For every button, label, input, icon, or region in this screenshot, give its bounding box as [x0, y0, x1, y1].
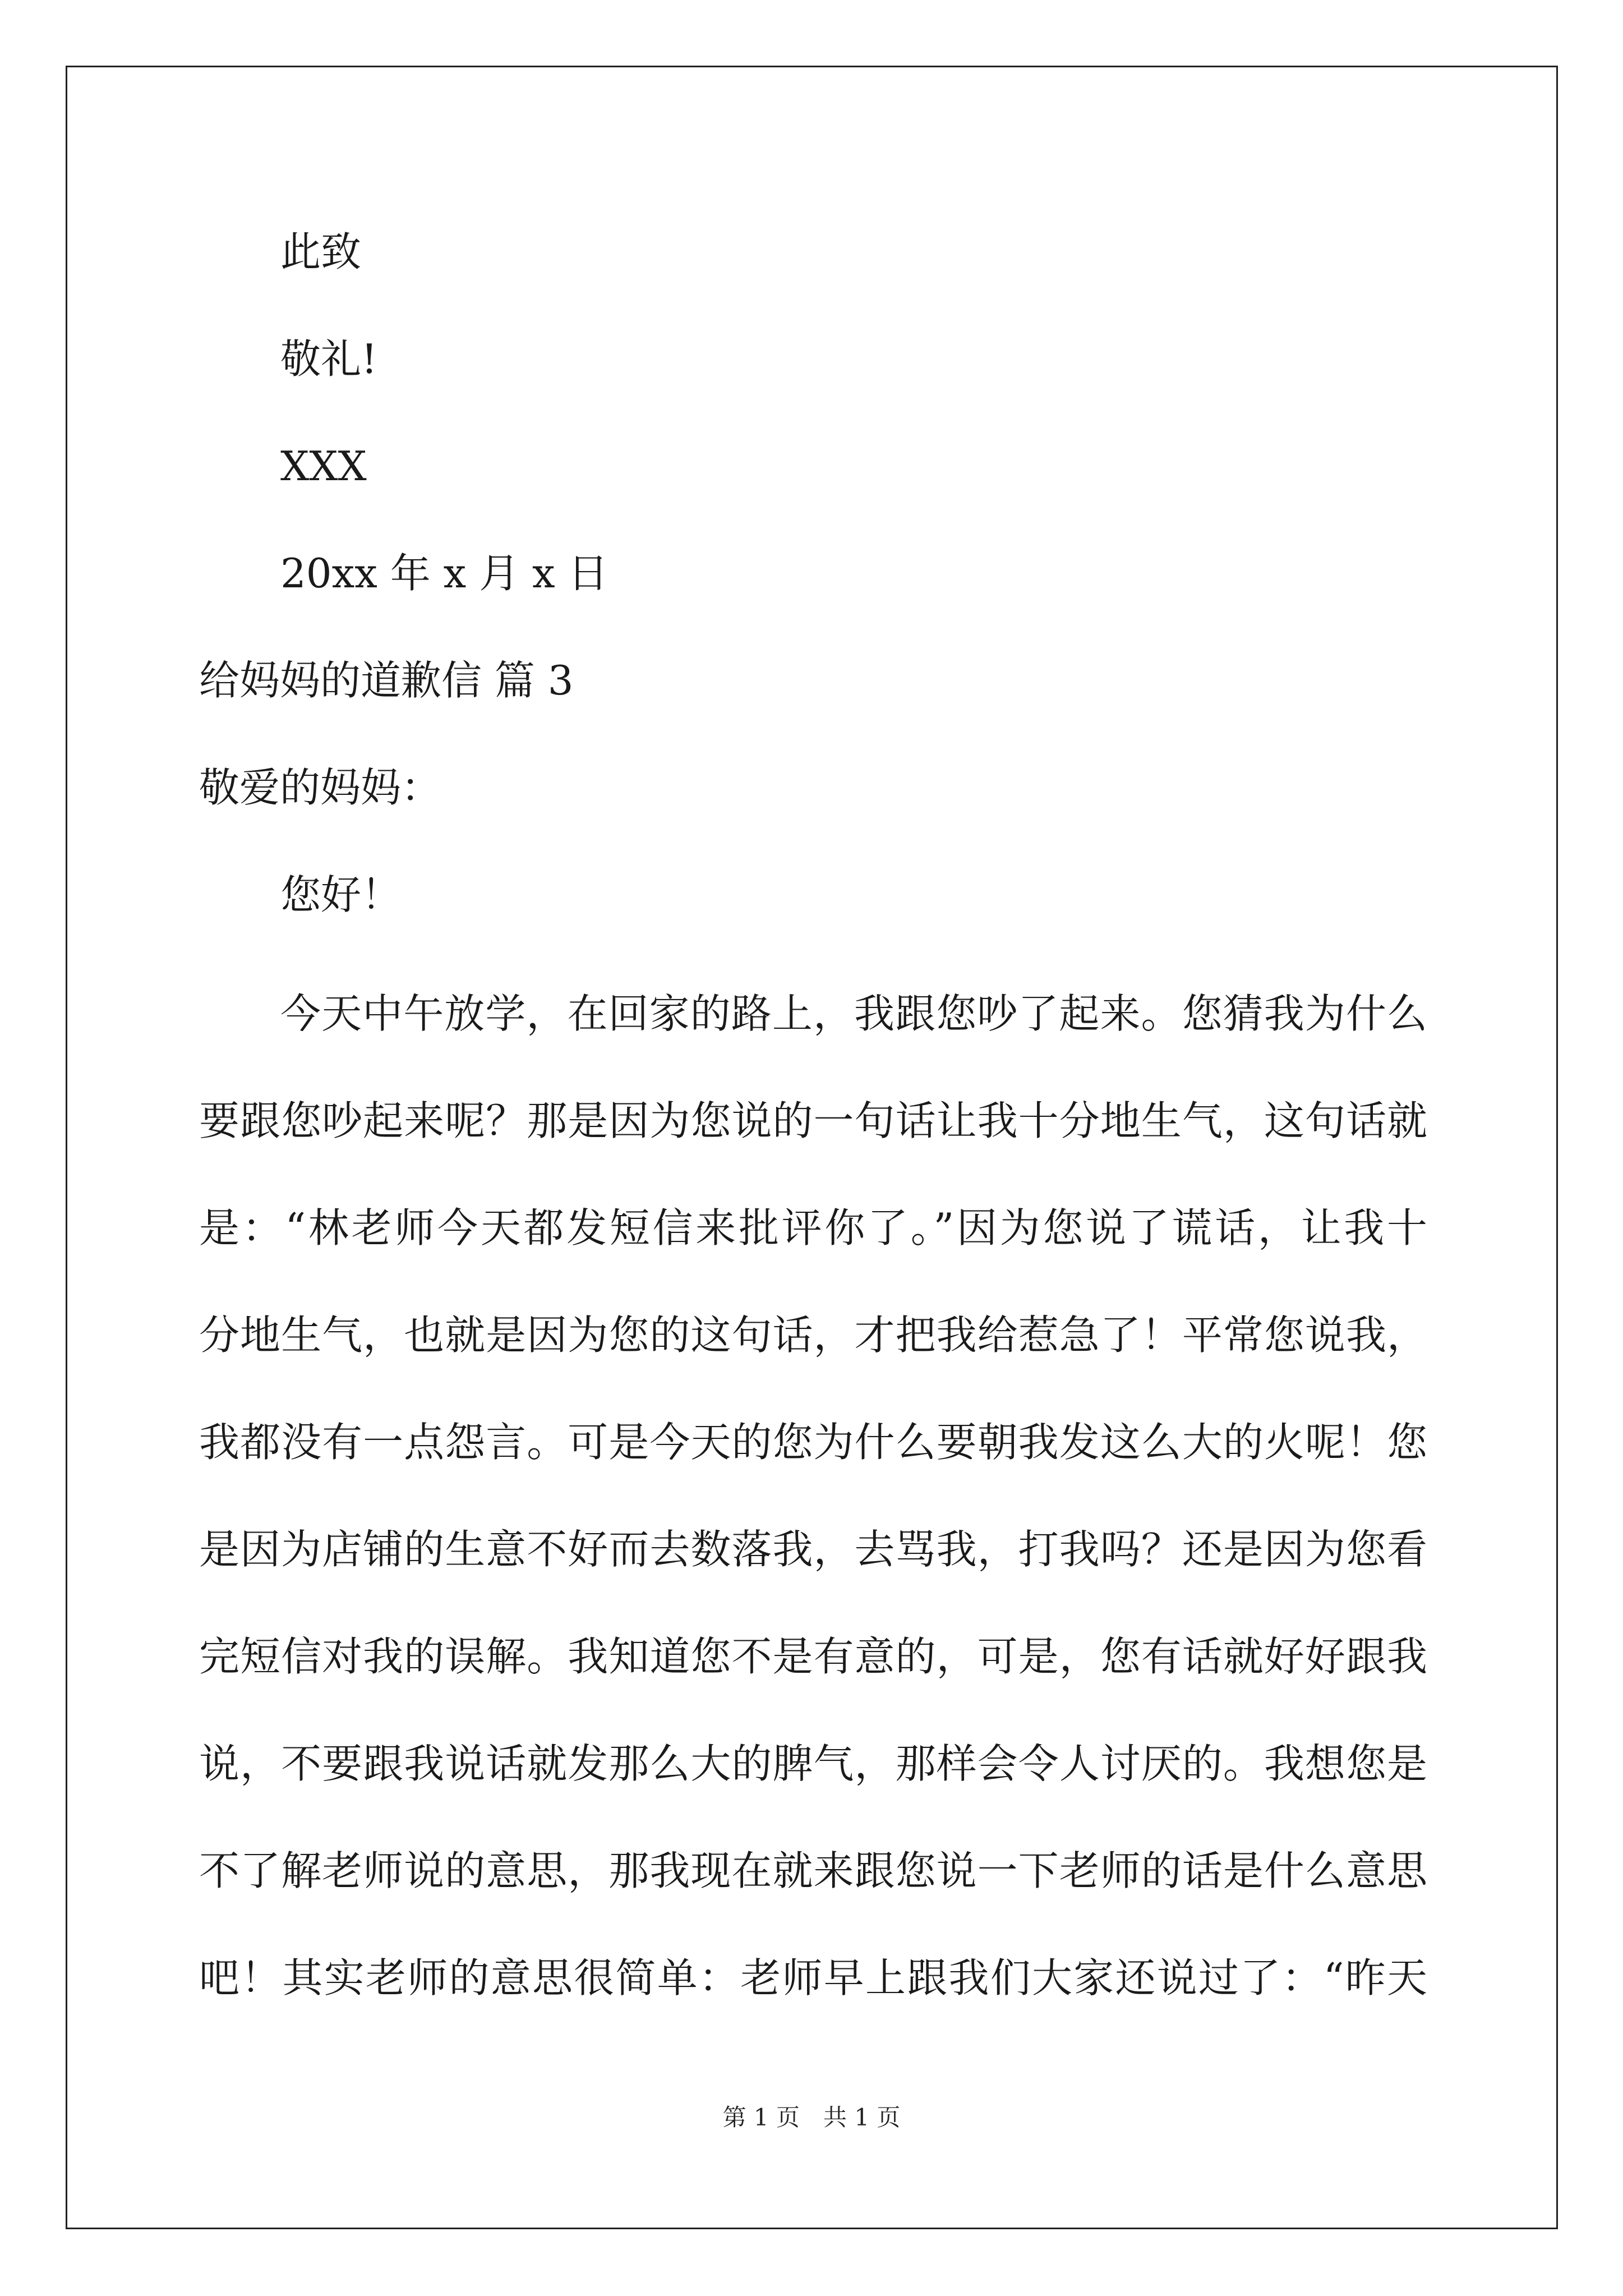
greeting-line: 您好！ — [280, 871, 402, 918]
paragraph-line: 我都没有一点怨言。可是今天的您为什么要朝我发这么大的火呢！您 — [199, 1419, 1427, 1466]
paragraph-line: 完短信对我的误解。我知道您不是有意的，可是，您有话就好好跟我 — [199, 1633, 1427, 1680]
letter-date: 20xx 年 x 月 x 日 — [280, 550, 608, 597]
signature: XXX — [280, 443, 367, 490]
section-title: 给妈妈的道歉信 篇 3 — [199, 657, 574, 704]
recipient-line: 敬爱的妈妈： — [199, 764, 442, 811]
page-footer: 第 1 页 共 1 页 — [722, 2104, 901, 2131]
paragraph-line: 要跟您吵起来呢？那是因为您说的一句话让我十分地生气，这句话就 — [199, 1097, 1427, 1144]
paragraph-line: 不了解老师说的意思，那我现在就来跟您说一下老师的话是什么意思 — [199, 1847, 1427, 1894]
paragraph-line: 说，不要跟我说话就发那么大的脾气，那样会令人讨厌的。我想您是 — [199, 1740, 1427, 1787]
closing-regards: 敬礼! — [280, 335, 377, 383]
closing-salutation: 此致 — [280, 228, 362, 275]
paragraph-line: 吧！其实老师的意思很简单：老师早上跟我们大家还说过了：“昨天 — [199, 1954, 1427, 2001]
body-paragraph — [199, 960, 1427, 2032]
paragraph-line: 今天中午放学，在回家的路上，我跟您吵了起来。您猜我为什么 — [280, 990, 1427, 1037]
paragraph-line: 分地生气，也就是因为您的这句话，才把我给惹急了！平常您说我， — [199, 1312, 1427, 1359]
paragraph-line: 是：“林老师今天都发短信来批评你了。”因为您说了谎话，让我十 — [199, 1204, 1427, 1251]
paragraph-line: 是因为店铺的生意不好而去数落我，去骂我，打我吗？还是因为您看 — [199, 1526, 1427, 1573]
